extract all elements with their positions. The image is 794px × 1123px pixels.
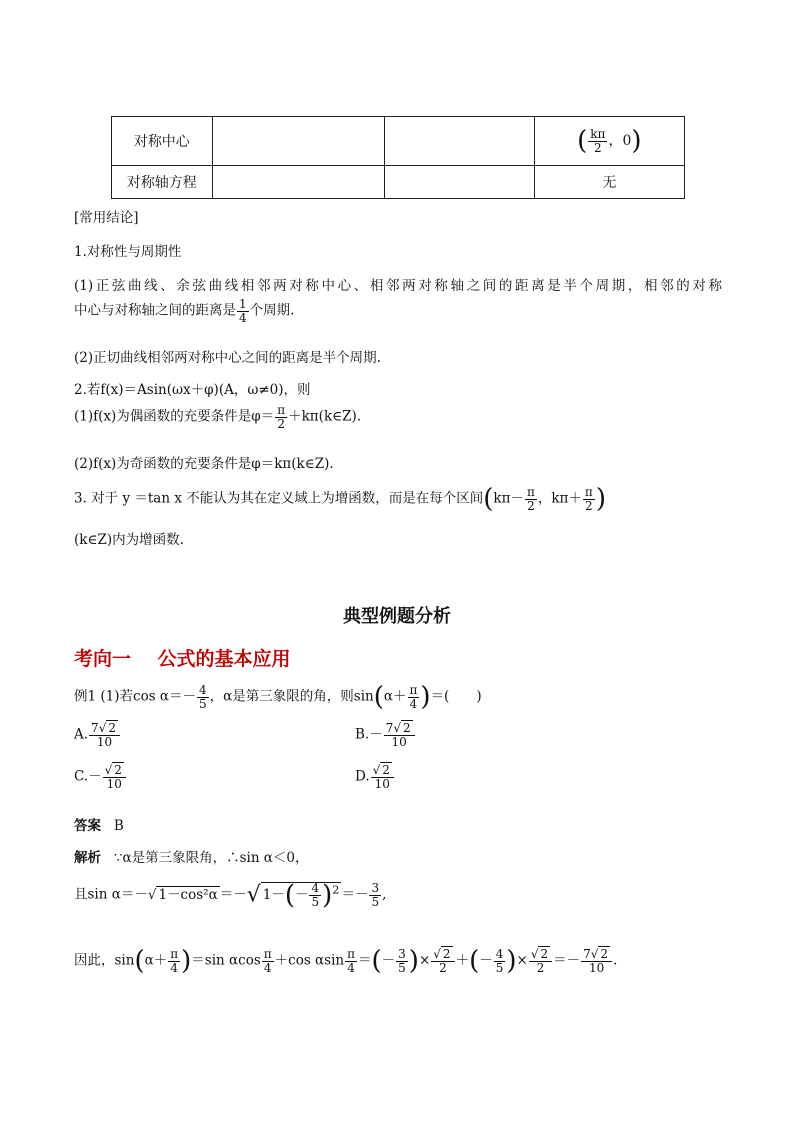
section-subtitle: 考向一 公式的基本应用 — [74, 648, 291, 670]
fraction: $\frac{k\pi}{2}$ — [590, 126, 606, 155]
analysis-line3: 因此，sin(α＋ $\frac{\pi}{4}$ )＝sin αcos $\frac{\pi}{4}$ ＋cos αsin $\frac{\pi}{4}$ ＝(－ $\frac{3}{5}$ )× $\frac{√ 2}{2}$ ＋(－ $\frac{4}{5}$ )× $\frac{√ 2}{2}$ ＝－ $\frac{7√ 2}{10}$ . — [74, 946, 618, 976]
item3-line1: 3. 对于 y ＝tan x 不能认为其在定义域上为增函数，而是在每个区间(kπ－ $\frac{\pi}{2}$ ，kπ＋ $\frac{\pi}{2}$ ) — [74, 484, 606, 514]
fraction: $\frac{\pi}{4}$ — [409, 682, 418, 711]
fraction: $\frac{\pi}{4}$ — [170, 946, 179, 975]
left-paren: ( — [577, 126, 588, 156]
fraction: $\frac{\pi}{2}$ — [526, 484, 535, 513]
option-d[interactable]: D. $\frac{√ 2}{10}$ — [355, 764, 395, 790]
fraction: $\frac{4}{5}$ — [311, 880, 320, 909]
option-a[interactable]: A. $\frac{7√ 2}{10}$ — [74, 722, 121, 748]
fraction: $\frac{√ 2}{2}$ — [529, 948, 552, 974]
item1-p2: (2)正切曲线相邻两对称中心之间的距离是半个周期. — [74, 350, 381, 366]
item1-p1a: (1)正弦曲线、余弦曲线相邻两对称中心、相邻两对称轴之间的距离是半个周期，相邻的对称 — [74, 278, 722, 294]
fraction: $\frac{7√ 2}{10}$ — [581, 948, 612, 974]
fraction: $\frac{3}{5}$ — [398, 946, 406, 975]
right-paren: ) — [631, 126, 642, 156]
item1-title: 1.对称性与周期性 — [74, 244, 182, 260]
section-title: 典型例题分析 — [343, 606, 451, 627]
option-b[interactable]: B.－ $\frac{7√ 2}{10}$ — [355, 722, 416, 748]
fraction: $\frac{\pi}{4}$ — [347, 946, 355, 975]
table-cell — [384, 117, 534, 166]
table-cell — [384, 166, 534, 199]
fraction: $\frac{√ 2}{10}$ — [103, 764, 126, 790]
item3-line2: (k∈Z)内为增函数. — [74, 532, 184, 548]
table-row — [112, 166, 685, 199]
table-cell — [212, 166, 384, 199]
fraction: $\frac{3}{5}$ — [371, 880, 380, 909]
conclusions-title: [常用结论] — [74, 210, 139, 226]
item2-title: 2.若f(x)＝Asin(ωx＋φ)(A，ω≠0)，则 — [74, 382, 311, 398]
fraction: $\frac{7√ 2}{10}$ — [89, 722, 120, 748]
row-label: 对称轴方程 — [112, 166, 213, 199]
symmetry-table — [111, 116, 685, 199]
option-c[interactable]: C.－ $\frac{√ 2}{10}$ — [74, 764, 127, 790]
fraction: $\frac{\pi}{2}$ — [584, 484, 593, 513]
fraction: $\frac{\pi}{4}$ — [263, 946, 272, 975]
answer-line: 答案 B — [74, 818, 124, 834]
table-cell: ( $\frac{k\pi}{2}$ ，0) — [534, 117, 684, 166]
item1-p1b: 中心与对称轴之间的距离是 $\frac{1}{4}$ 个周期. — [74, 297, 295, 325]
table-row — [112, 117, 685, 166]
fraction: $\frac{4}{5}$ — [199, 682, 207, 711]
analysis-line1: 解析 ∵α是第三象限角，∴sin α＜0， — [74, 850, 309, 866]
fraction: $\frac{7√ 2}{10}$ — [384, 722, 415, 748]
row-label: 对称中心 — [112, 117, 213, 166]
example-stem: 例1 (1)若cos α＝－ $\frac{4}{5}$ ，α是第三象限的角，则sin(α＋ $\frac{\pi}{4}$ )＝( ) — [74, 682, 482, 712]
table-cell — [212, 117, 384, 166]
analysis-line2: 且sin α＝－√ 1－cos²α ＝－√ 1－(－ $\frac{4}{5}$ )$^2$ ＝－ $\frac{3}{5}$ , — [74, 880, 387, 910]
fraction: $\frac{1}{4}$ — [239, 297, 247, 325]
fraction: $\frac{√ 2}{2}$ — [431, 948, 454, 974]
item2-p1: (1)f(x)为偶函数的充要条件是φ＝ $\frac{\pi}{2}$ ＋kπ(k∈Z). — [74, 403, 362, 431]
table-cell: 无 — [534, 166, 684, 199]
fraction: $\frac{4}{5}$ — [495, 946, 504, 975]
fraction: $\frac{√ 2}{10}$ — [371, 764, 394, 790]
fraction: $\frac{\pi}{2}$ — [277, 403, 286, 431]
item2-p2: (2)f(x)为奇函数的充要条件是φ＝kπ(k∈Z). — [74, 456, 334, 472]
